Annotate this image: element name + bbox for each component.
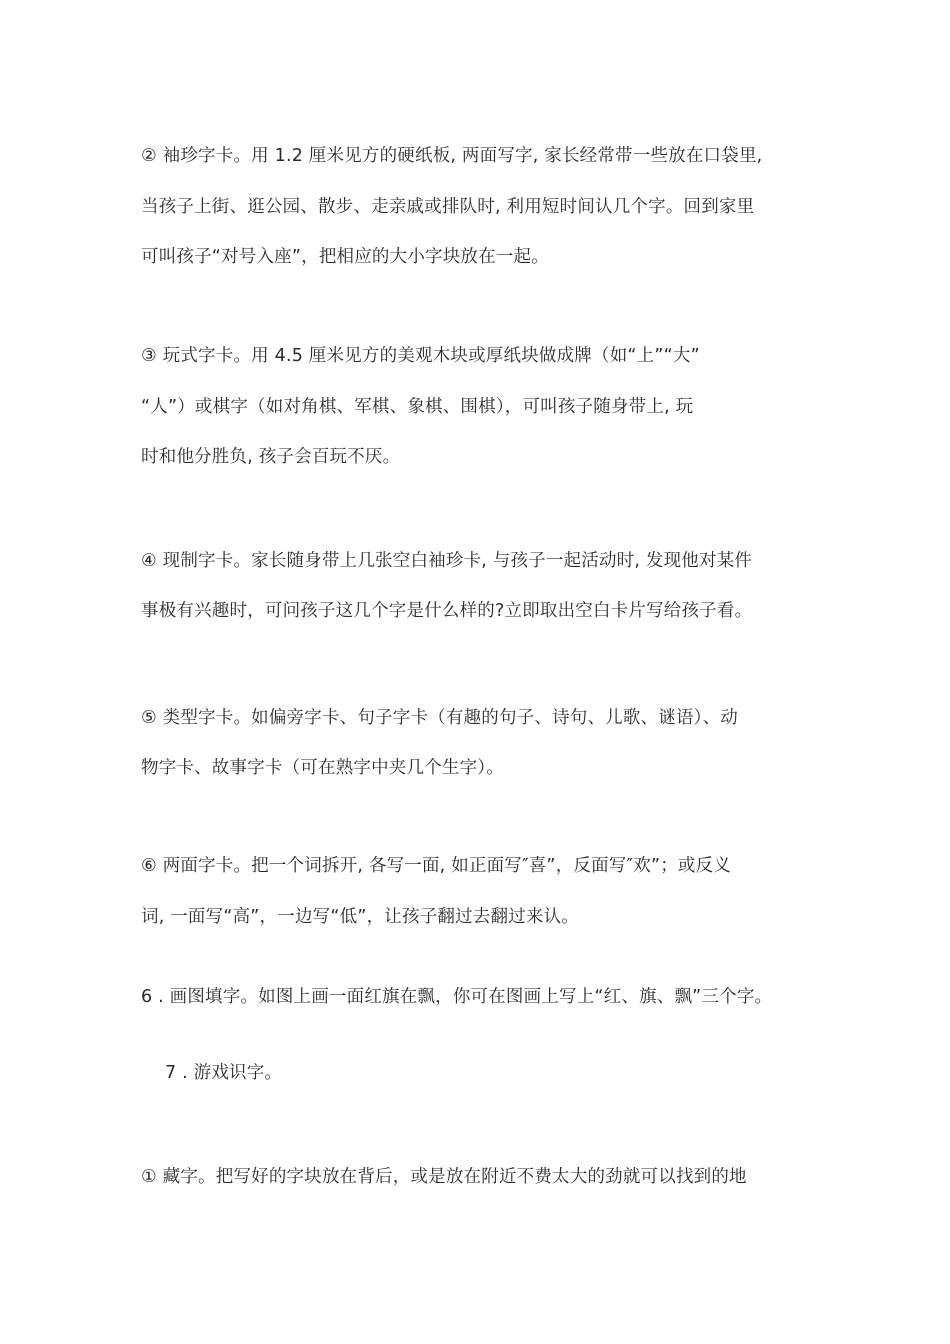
paragraph-line: “人”）或棋字（如对角棋、军棋、象棋、围棋），可叫孩子随身带上, 玩 bbox=[141, 397, 694, 417]
paragraph-line: ① 藏字。把写好的字块放在背后，或是放在附近不费太大的劲就可以找到的地 bbox=[141, 1167, 747, 1187]
paragraph-line: ⑥ 两面字卡。把一个词拆开, 各写一面, 如正面写″喜”，反面写″欢”；或反义 bbox=[141, 856, 732, 876]
paragraph-line: 物字卡、故事字卡（可在熟字中夹几个生字）。 bbox=[141, 758, 504, 778]
paragraph-line: 词, 一面写“高”，一边写“低”，让孩子翻过去翻过来认。 bbox=[141, 907, 579, 927]
paragraph-line: 事极有兴趣时，可问孩子这几个字是什么样的?立即取出空白卡片写给孩子看。 bbox=[141, 601, 753, 621]
numbered-item-6: 6 . 画图填字。如图上画一面红旗在飘，你可在图画上写上“红、旗、飘”三个字。 bbox=[141, 987, 773, 1007]
paragraph-line: 时和他分胜负, 孩子会百玩不厌。 bbox=[141, 447, 401, 467]
paragraph-line: 可叫孩子“对号入座”，把相应的大小字块放在一起。 bbox=[141, 247, 549, 267]
paragraph-line: ③ 玩式字卡。用 4.5 厘米见方的美观木块或厚纸块做成牌（如“上”“大” bbox=[141, 346, 700, 366]
paragraph-line: 当孩子上街、逛公园、散步、走亲戚或排队时, 利用短时间认几个字。回到家里 bbox=[141, 197, 755, 217]
paragraph-line: ② 袖珍字卡。用 1.2 厘米见方的硬纸板, 两面写字, 家长经常带一些放在口袋里, bbox=[141, 146, 763, 166]
paragraph-line: ④ 现制字卡。家长随身带上几张空白袖珍卡, 与孩子一起活动时, 发现他对某件 bbox=[141, 551, 753, 571]
numbered-item-7: 7 . 游戏识字。 bbox=[165, 1063, 283, 1083]
paragraph-line: ⑤ 类型字卡。如偏旁字卡、句子字卡（有趣的句子、诗句、儿歌、谜语）、动 bbox=[141, 708, 738, 728]
